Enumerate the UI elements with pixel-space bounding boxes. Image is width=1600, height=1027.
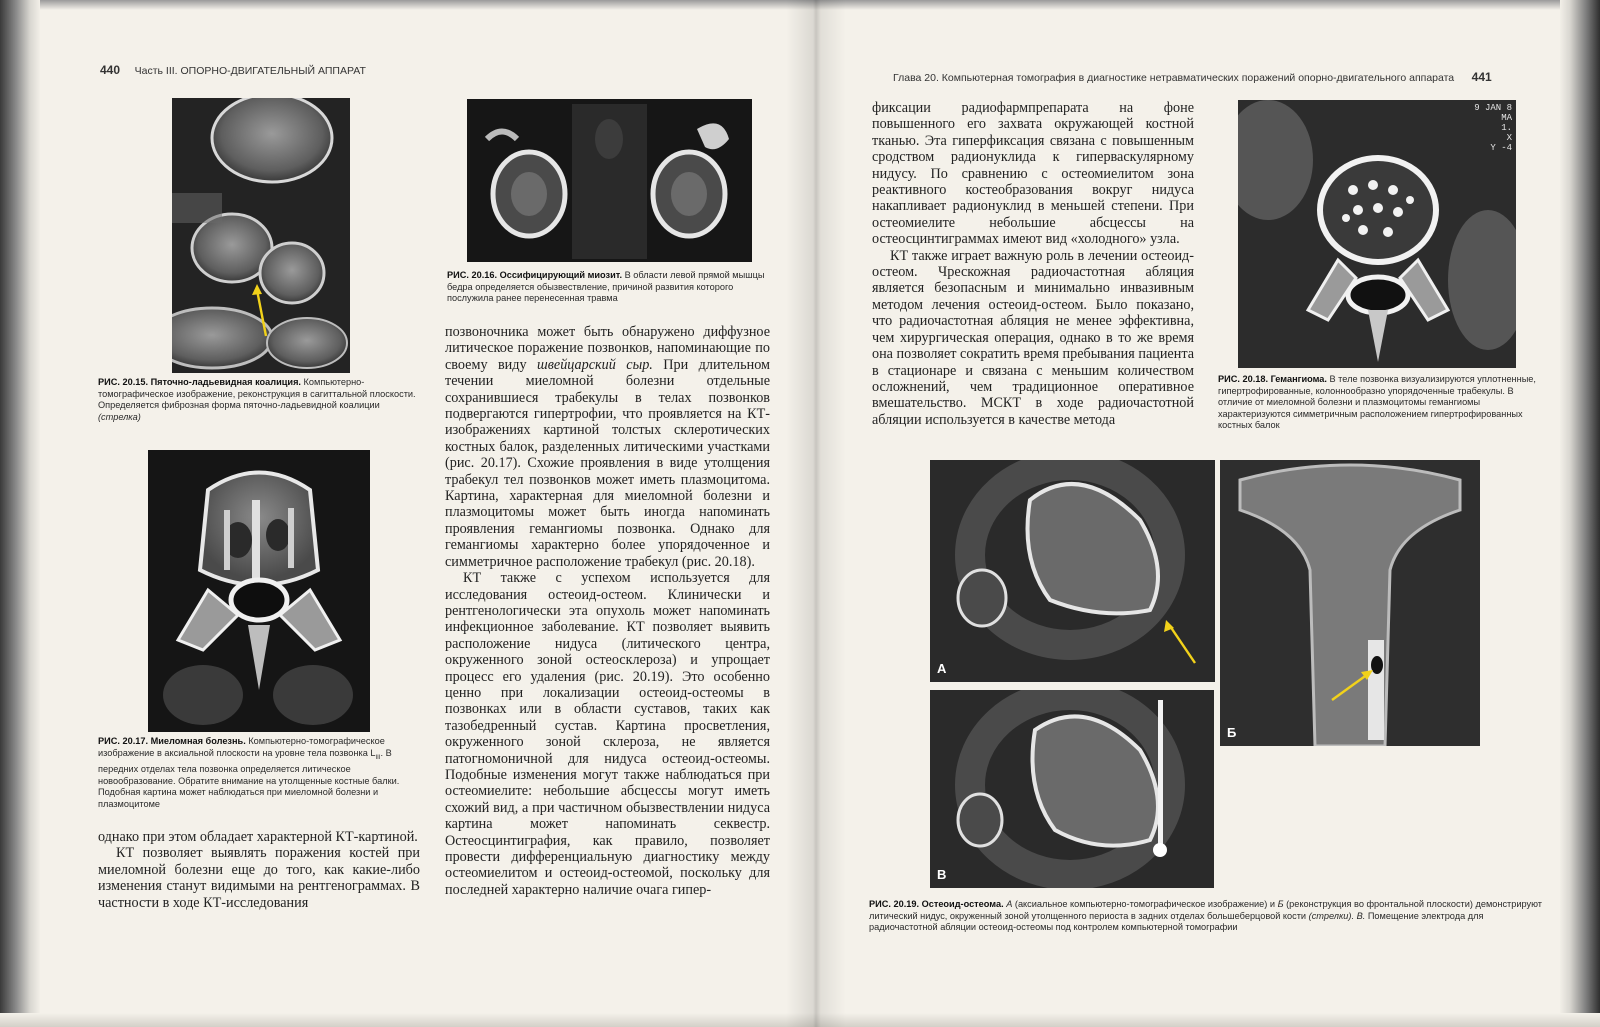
figure-20-16-text: В области левой прямой мышцы бедра определяется обызвествление, причиной развития которого послужила ранее перенесенная травма <box>447 270 765 304</box>
figure-20-16-title: РИС. 20.16. Оссифицирующий миозит. <box>447 270 623 280</box>
figure-20-19-panel-b <box>1220 460 1480 746</box>
figure-20-17-subscript: III <box>375 754 381 761</box>
figure-20-17-caption <box>98 736 423 810</box>
figure-20-19-label-a: А <box>937 661 947 676</box>
middle-col-paragraph-2: КТ также с успехом используется для исследования остеоид-остеом. Клинически и рентгенологически эта опухоль может напоминать инфекционное заболевание. КТ позволяет выявить расположение нидуса (литического центра, окруженного зоной остеосклероза) и упрощает процесс его удаления (рис. 20.19). Это особенно ценно при локализации остеоид-остеомы в позвонках или в области суставов, таких как тазобедренный сустав. Картина просветления, окруженного зоной склероза, не является патогномоничной для нидуса остеоид-остеомы. Подобные изменения могут также наблюдаться при остеомиелите: небольшие абсцессы могут иметь схожий вид, а при частичном обызвествлении нидуса картина может напоминать секвестр. Остеосцинтиграфия, как правило, позволяет провести дифференциальную диагностику между остеомиелитом и остеоид-остеомой, поскольку для последней характерно наличие очага гипер- <box>445 570 770 898</box>
figure-20-19-arrows-note: (стрелки). <box>1308 910 1354 921</box>
figure-20-18-caption <box>1218 374 1544 432</box>
scan-overlay-value: 1. <box>1501 123 1512 133</box>
figure-20-19-label-v: В <box>937 867 947 882</box>
middle-column-text <box>445 324 770 898</box>
figure-20-19-label-b: Б <box>1227 725 1237 740</box>
figure-20-15-title: РИС. 20.15. Пяточно-ладьевидная коалиция. <box>98 377 301 387</box>
figure-20-15-caption <box>98 377 423 423</box>
figure-20-19-text-b: (реконструкция во фронтальной плоскости) демонстрируют литический нидус, окруженный зоной утолщенного периоста в задних отделах большеберцовой кости <box>869 899 1543 921</box>
right-col-paragraph-2: КТ также играет важную роль в лечении остеоид-остеом. Чрескожная радиочастотная абляция является безопасным и минимально инвазивным методом лечения остеоид-остеом. Было показано, что радиочастотная абляция не менее эффективна, чем хирургическая операция, однако в то же время она позволяет сократить время пребывания пациента в стационаре и связана с меньшим количеством осложнений, чем традиционное оперативное вмешательство. МСКТ в ходе радиочастотной абляции используется в качестве метода <box>872 247 1194 428</box>
figure-20-18-text: В теле позвонка визуализируются уплотненные, гипертрофированные, колоннообразно упорядоченные трабекулы. В отличие от миеломной болезни и плазмоцитомы гемангиомы характеризуются симметричным расположением гипертрофированных костных балок <box>1218 374 1536 431</box>
figure-20-19-panel-v <box>930 690 1214 888</box>
figure-20-15-text: Компьютерно-томографическое изображение, реконструкция в сагиттальной плоскости. Определяется фиброзная форма пяточно-ладьевидной коалиции <box>98 377 416 411</box>
figure-20-19-text-a: (аксиальное компьютерно-томографическое изображение) и <box>1014 899 1276 909</box>
figure-20-15-arrow-note: (стрелка) <box>98 411 141 422</box>
figure-20-18-image <box>1238 100 1516 368</box>
middle-col-paragraph-1-italic: швейцарский сыр. <box>537 356 653 373</box>
scan-overlay-date: 9 JAN 8 <box>1474 103 1512 113</box>
middle-col-paragraph-1-a: позвоночника может быть обнаружено диффузное литическое поражение позвонков, напоминающие по своему виду <box>445 324 770 373</box>
figure-20-19-title: РИС. 20.19. Остеоид-остеома. <box>869 899 1004 909</box>
left-running-head: Часть III. ОПОРНО-ДВИГАТЕЛЬНЫЙ АППАРАТ <box>134 65 366 77</box>
figure-20-19-caption-v: В <box>1356 910 1363 921</box>
figure-20-17-image <box>148 450 370 732</box>
right-page-header <box>893 70 1492 84</box>
right-page-number: 441 <box>1471 70 1492 84</box>
right-col-paragraph-1: фиксации радиофармпрепарата на фоне повышенного его захвата окружающей костной тканью. Эта гиперфиксация связана с повышенным сродством радионуклида к гиперваскулярному нидусу. По сравнению с остеомиелитом зона реактивного костеобразования вокруг нидуса накапливает радионуклид в меньшей степени. При остеомиелите небольшие абсцессы на остеосцинтиграммах имеют вид «холодного» узла. <box>872 100 1194 248</box>
book-gutter <box>786 0 846 1027</box>
book-left-edge <box>0 0 40 1027</box>
right-running-head: Глава 20. Компьютерная томография в диагностике нетравматических поражений опорно-двигательного аппарата <box>893 72 1455 84</box>
figure-20-15-image <box>172 98 350 373</box>
book-right-edge <box>1560 0 1600 1027</box>
left-col-paragraph-1: однако при этом обладает характерной КТ-картиной. <box>98 829 418 845</box>
left-column-text <box>98 829 420 911</box>
left-col-paragraph-2: КТ позволяет выявлять поражения костей при миеломной болезни еще до того, как какие-либо изменения станут видимыми на рентгенограммах. В частности в ходе КТ-исследования <box>98 845 420 911</box>
middle-col-paragraph-1 <box>445 324 770 570</box>
figure-20-18-title: РИС. 20.18. Гемангиома. <box>1218 374 1327 384</box>
right-column-text <box>872 100 1194 428</box>
figure-20-19-caption: РИС. 20.19. Остеоид-остеома. А (аксиальное компьютерно-томографическое изображение) и Б (реконструкция во фронтальной плоскости) демонстрируют литический нидус, окруженный зоной утолщенного периоста в задних отделах большеберцовой кости (стрелки). В. Помещение электрода для радиочастотной абляции остеоид-остеомы под контролем компьютерной томографии <box>869 899 1543 933</box>
scan-overlay-x: X <box>1506 133 1512 143</box>
figure-20-16-caption <box>447 270 775 305</box>
figure-20-19-caption-a: А <box>1006 899 1013 909</box>
figure-20-19-text-v: Помещение электрода для радиочастотной абляции остеоид-остеомы под контролем компьютерной томографии <box>869 910 1484 933</box>
figure-20-17-text-2: . В передних отделах тела позвонка определяется литическое новообразование. Обратите внимание на утолщенные костные балки. Подобная картина может наблюдаться при миеломной болезни и плазмоцитоме <box>98 747 400 809</box>
figure-20-19-panel-a <box>930 460 1215 682</box>
figure-20-19-caption-b: Б <box>1277 899 1284 909</box>
scan-overlay-ma: MA <box>1501 113 1512 123</box>
figure-20-17-text: Компьютерно-томографическое изображение в аксиальной плоскости на уровне тела позвонка L <box>98 736 385 758</box>
scan-overlay-text <box>1474 103 1512 153</box>
figure-20-16-image <box>467 99 752 262</box>
middle-col-paragraph-1-b: При длительном течении миеломной болезни отдельные сохранившиеся трабекулы в телах позвонков подвергаются гипертрофии, что проявляется на КТ-изображениях картиной толстых склеротических костных балок, разделенных литическими участками (рис. 20.17). Схожие проявления в виде утолщения трабекул тел позвонков может иметь плазмоцитома. Картина, характерная для миеломной болезни и плазмоцитомы может быть иногда напоминать проявления гемангиомы позвонка. Однако для гемангиомы характерно более упорядоченное и симметричное расположение трабекул (рис. 20.18). <box>445 356 771 570</box>
left-page-number: 440 <box>100 63 121 77</box>
left-page-header <box>100 63 366 77</box>
scan-overlay-y: Y -4 <box>1490 143 1512 153</box>
figure-20-17-title: РИС. 20.17. Миеломная болезнь. <box>98 736 246 746</box>
